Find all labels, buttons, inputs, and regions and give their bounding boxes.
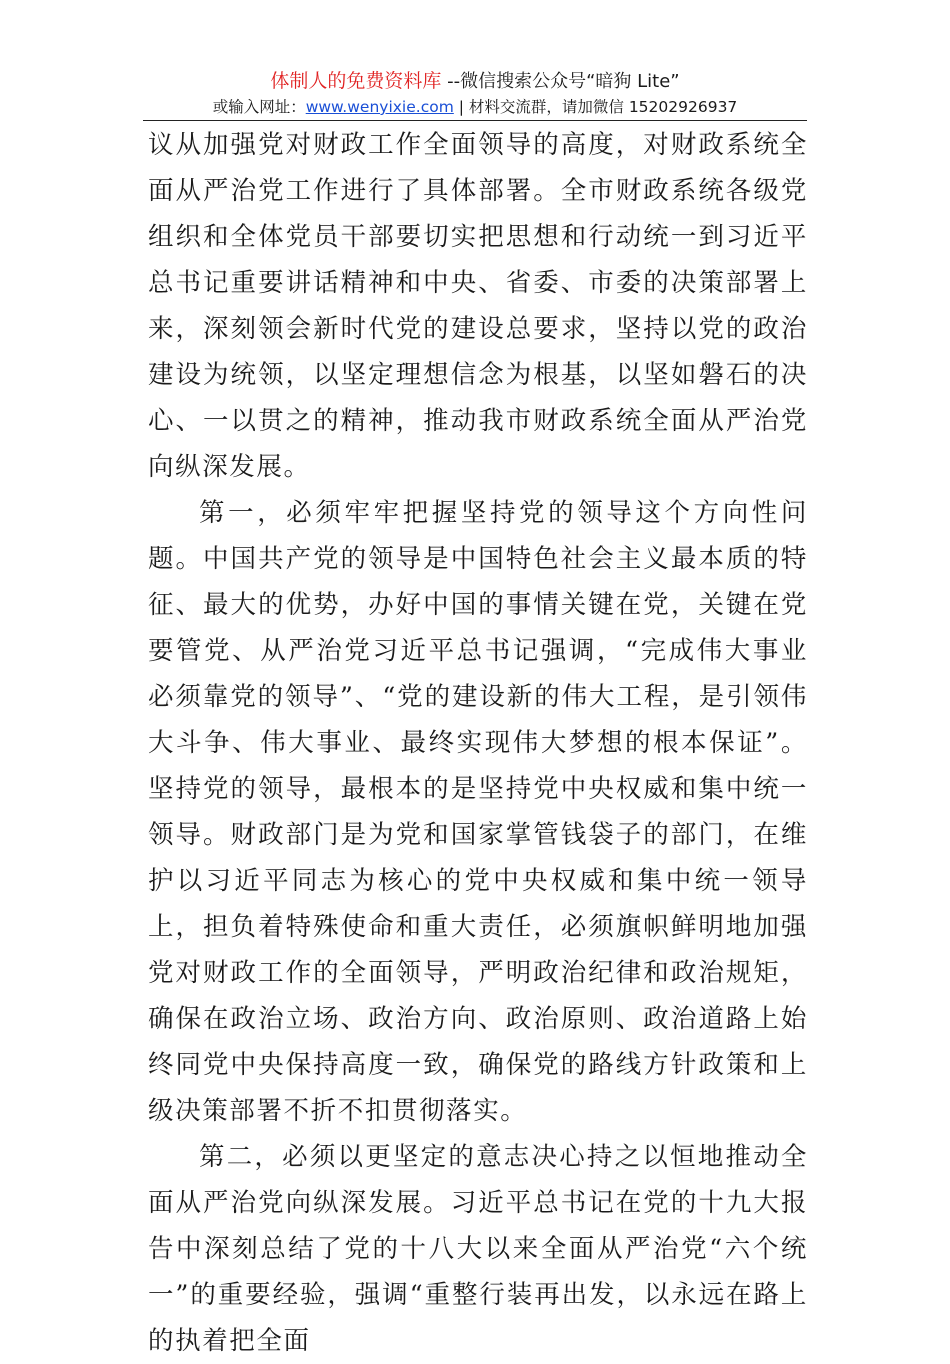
contact-info: | 材料交流群，请加微信 15202926937: [453, 98, 738, 116]
website-link[interactable]: www.wenyixie.com: [305, 98, 454, 116]
paragraph: 第二，必须以更坚定的意志决心持之以恒地推动全面从严治党向纵深发展。习近平总书记在党的十九大报告中深刻总结了党的十八大以来全面从严治党“六个统一”的重要经验，强调“重整行装再出发，以永远在路上的执着把全面: [148, 1142, 808, 1356]
document-body: [148, 122, 808, 1364]
page-header: [0, 68, 950, 119]
brand-title: 体制人的免费资料库: [270, 70, 442, 92]
paragraph: 第一，必须牢牢把握坚持党的领导这个方向性问题。中国共产党的领导是中国特色社会主义最本质的特征、最大的优势，办好中国的事情关键在党，关键在党要管党、从严治党习近平总书记强调，“完成伟大事业必须靠党的领导”、“党的建设新的伟大工程，是引领伟大斗争、伟大事业、最终实现伟大梦想的根本保证”。坚持党的领导，最根本的是坚持党中央权威和集中统一领导。财政部门是为党和国家掌管钱袋子的部门，在维护以习近平同志为核心的党中央权威和集中统一领导上，担负着特殊使命和重大责任，必须旗帜鲜明地加强党对财政工作的全面领导，严明政治纪律和政治规矩，确保在政治立场、政治方向、政治原则、政治道路上始终同党中央保持高度一致，确保党的路线方针政策和上级决策部署不折不扣贯彻落实。: [148, 498, 808, 1126]
paragraph: 议从加强党对财政工作全面领导的高度，对财政系统全面从严治党工作进行了具体部署。全市财政系统各级党组织和全体党员干部要切实把思想和行动统一到习近平总书记重要讲话精神和中央、省委、市委的决策部署上来，深刻领会新时代党的建设总要求，坚持以党的政治建设为统领，以坚定理想信念为根基，以坚如磐石的决心、一以贯之的精神，推动我市财政系统全面从严治党向纵深发展。: [148, 130, 808, 482]
header-line-2: [0, 95, 950, 119]
header-divider: [143, 120, 807, 121]
header-tagline: --微信搜索公众号“暗狗 Lite”: [441, 71, 680, 92]
url-prefix: 或输入网址：: [212, 98, 306, 116]
header-line-1: [0, 68, 950, 95]
